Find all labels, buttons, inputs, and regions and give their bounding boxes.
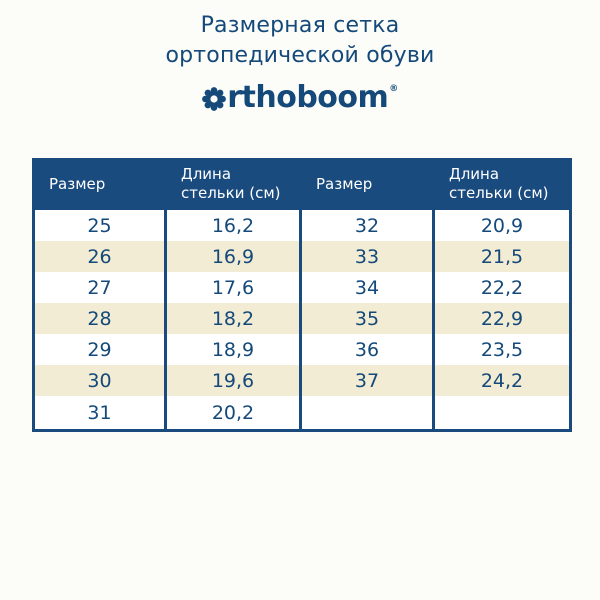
length-cell: 19,6 xyxy=(166,365,301,396)
size-cell: 32 xyxy=(301,209,434,242)
flower-o-icon xyxy=(202,87,226,111)
size-cell xyxy=(301,396,434,431)
size-table xyxy=(32,158,572,432)
table-row xyxy=(34,396,571,431)
table-row xyxy=(34,365,571,396)
size-cell: 33 xyxy=(301,241,434,272)
size-cell: 36 xyxy=(301,334,434,365)
length-cell: 22,2 xyxy=(434,272,571,303)
registered-mark: ® xyxy=(389,84,398,94)
size-cell: 29 xyxy=(34,334,166,365)
length-cell: 23,5 xyxy=(434,334,571,365)
page-title xyxy=(0,11,600,71)
header-size-2: Размер xyxy=(301,160,434,209)
size-cell: 31 xyxy=(34,396,166,431)
length-cell: 16,9 xyxy=(166,241,301,272)
table-header-row xyxy=(34,160,571,209)
table-row xyxy=(34,334,571,365)
size-cell: 27 xyxy=(34,272,166,303)
size-cell: 26 xyxy=(34,241,166,272)
length-cell: 18,9 xyxy=(166,334,301,365)
length-cell: 17,6 xyxy=(166,272,301,303)
length-cell: 20,9 xyxy=(434,209,571,242)
table-row xyxy=(34,209,571,242)
header-insole-length-1: Длина стельки (см) xyxy=(166,160,301,209)
length-cell: 24,2 xyxy=(434,365,571,396)
table-row xyxy=(34,303,571,334)
brand-name: rthoboom xyxy=(227,80,389,115)
length-cell: 21,5 xyxy=(434,241,571,272)
size-cell: 35 xyxy=(301,303,434,334)
title-line-1: Размерная сетка xyxy=(200,13,400,38)
size-cell: 28 xyxy=(34,303,166,334)
size-cell: 25 xyxy=(34,209,166,242)
title-line-2: ортопедической обуви xyxy=(165,43,435,68)
header-size-1: Размер xyxy=(34,160,166,209)
table-row xyxy=(34,241,571,272)
length-cell: 18,2 xyxy=(166,303,301,334)
size-cell: 34 xyxy=(301,272,434,303)
brand-logo xyxy=(0,80,600,119)
length-cell xyxy=(434,396,571,431)
size-cell: 30 xyxy=(34,365,166,396)
table-row xyxy=(34,272,571,303)
length-cell: 16,2 xyxy=(166,209,301,242)
size-cell: 37 xyxy=(301,365,434,396)
header-insole-length-2: Длина стельки (см) xyxy=(434,160,571,209)
length-cell: 22,9 xyxy=(434,303,571,334)
length-cell: 20,2 xyxy=(166,396,301,431)
